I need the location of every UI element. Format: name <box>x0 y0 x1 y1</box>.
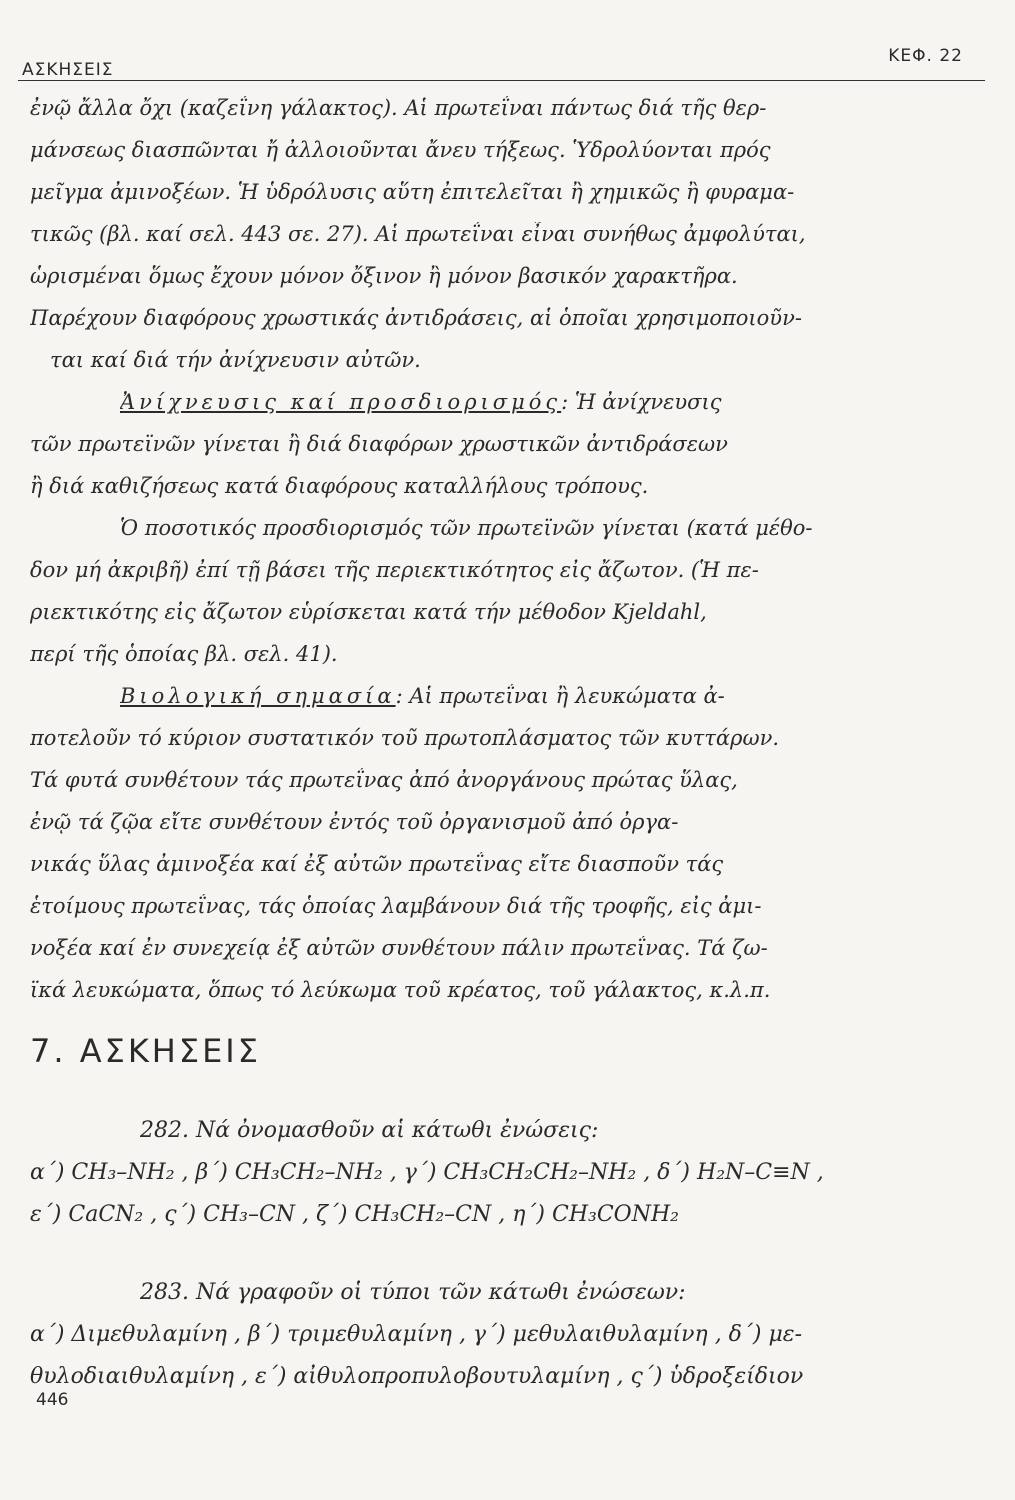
text-line: τῶν πρωτεϊνῶν γίνεται ἢ διά διαφόρων χρωστικῶν ἀντιδράσεων <box>30 432 728 456</box>
exercise-283-items: θυλοδιαιθυλαμίνη , ε΄) αἰθυλοπροπυλοβουτυλαμίνη , ς΄) ὑδροξείδιον <box>30 1364 804 1389</box>
exercise-282-prompt: 282. Νά ὀνομασθοῦν αἱ κάτωθι ἐνώσεις: <box>140 1118 599 1143</box>
text-line: δον μή ἀκριβῆ) ἐπί τῇ βάσει τῆς περιεκτικότητος εἰς ἄζωτον. (Ἡ πε- <box>30 558 759 582</box>
detection-heading-line <box>120 390 1015 414</box>
running-header-chapter: ΚΕΦ. 22 <box>888 46 963 66</box>
text-line: τικῶς (βλ. καί σελ. 443 σε. 27). Αἱ πρωτεΐναι εἶναι συνήθως ἀμφολύται, <box>30 222 806 246</box>
exercise-282-items: ε΄) CaCN₂ , ς΄) CH₃–CN , ζ΄) CH₃CH₂–CN , η΄) CH₃CONH₂ <box>30 1202 679 1227</box>
text-line: ἐνῷ ἄλλα ὄχι (καζεΐνη γάλακτος). Αἱ πρωτεΐναι πάντως διά τῆς θερ- <box>30 96 767 120</box>
text-line: ἐνῷ τά ζῷα εἴτε συνθέτουν ἐντός τοῦ ὀργανισμοῦ ἀπό ὀργα- <box>30 810 679 834</box>
text-line: ποτελοῦν τό κύριον συστατικόν τοῦ πρωτοπλάσματος τῶν κυττάρων. <box>30 726 780 750</box>
text-line: Παρέχουν διαφόρους χρωστικάς ἀντιδράσεις, αἱ ὁποῖαι χρησιμοποιοῦν- <box>30 306 802 330</box>
header-rule <box>18 80 985 81</box>
text-line: Ὁ ποσοτικός προσδιορισμός τῶν πρωτεϊνῶν γίνεται (κατά μέθο- <box>120 516 813 540</box>
text-line: Τά φυτά συνθέτουν τάς πρωτεΐνας ἀπό ἀνοργάνους πρώτας ὕλας, <box>30 768 738 792</box>
biology-heading-line <box>120 684 1015 708</box>
text-line: ὡρισμέναι ὅμως ἔχουν μόνον ὄξινον ἢ μόνον βασικόν χαρακτῆρα. <box>30 264 738 288</box>
biology-heading: Βιολογική σημασία <box>120 684 396 708</box>
running-header-section: ΑΣΚΗΣΕΙΣ <box>22 60 114 80</box>
exercise-283-prompt: 283. Νά γραφοῦν οἱ τύποι τῶν κάτωθι ἐνώσεων: <box>140 1280 686 1305</box>
text-line: ται καί διά τήν ἀνίχνευσιν αὐτῶν. <box>50 348 421 372</box>
page-number: 446 <box>36 1390 69 1410</box>
text-line: ϊκά λευκώματα, ὅπως τό λεύκωμα τοῦ κρέατος, τοῦ γάλακτος, κ.λ.π. <box>30 978 771 1002</box>
text-line: περί τῆς ὁποίας βλ. σελ. 41). <box>30 642 338 666</box>
biology-heading-tail: : Αἱ πρωτεΐναι ἢ λευκώματα ἀ- <box>395 684 725 708</box>
text-line: νοξέα καί ἐν συνεχείᾳ ἐξ αὐτῶν συνθέτουν πάλιν πρωτεΐνας. Τά ζω- <box>30 936 768 960</box>
section-title: 7. ΑΣΚΗΣΕΙΣ <box>30 1032 261 1070</box>
text-line: νικάς ὕλας ἀμινοξέα καί ἐξ αὐτῶν πρωτεΐνας εἴτε διασποῦν τάς <box>30 852 724 876</box>
text-line: ριεκτικότης εἰς ἄζωτον εὑρίσκεται κατά τήν μέθοδον Kjeldahl, <box>30 600 707 624</box>
text-line: μάνσεως διασπῶνται ἤ ἀλλοιοῦνται ἄνευ τήξεως. Ὑδρολύονται πρός <box>30 138 771 162</box>
detection-heading: Ἀνίχνευσις καί προσδιορισμός <box>120 390 562 414</box>
exercise-282-items: α΄) CH₃–NH₂ , β΄) CH₃CH₂–NH₂ , γ΄) CH₃CH₂CH₂–NH₂ , δ΄) H₂N–C≡N , <box>30 1160 824 1185</box>
text-line: μεῖγμα ἀμινοξέων. Ἡ ὑδρόλυσις αὕτη ἐπιτελεῖται ἢ χημικῶς ἢ φυραμα- <box>30 180 795 204</box>
exercise-283-items: α΄) Διμεθυλαμίνη , β΄) τριμεθυλαμίνη , γ΄) μεθυλαιθυλαμίνη , δ΄) με- <box>30 1322 803 1347</box>
detection-heading-tail: : Ἡ ἀνίχνευσις <box>561 390 722 414</box>
text-line: ἢ διά καθιζήσεως κατά διαφόρους καταλλήλους τρόπους. <box>30 474 649 498</box>
text-line: ἑτοίμους πρωτεΐνας, τάς ὁποίας λαμβάνουν διά τῆς τροφῆς, εἰς ἀμι- <box>30 894 762 918</box>
